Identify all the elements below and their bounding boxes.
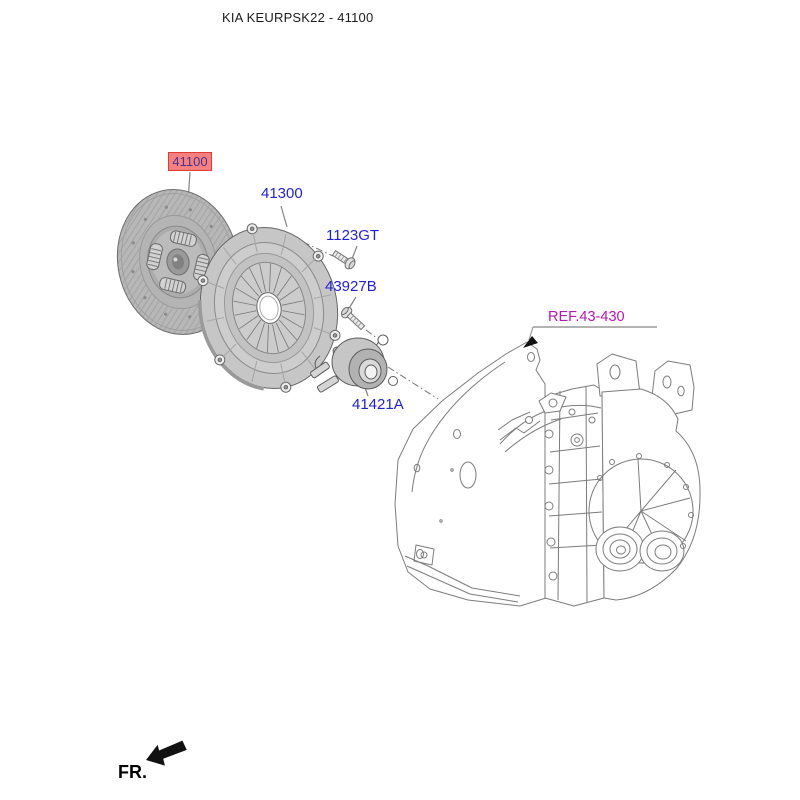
fr-direction-arrow-icon: [143, 738, 189, 770]
part-label-41100[interactable]: 41100: [168, 152, 212, 171]
part-label-1123gt[interactable]: 1123GT: [326, 227, 380, 244]
part-label-41300[interactable]: 41300: [261, 185, 303, 202]
ref-leader-line: [523, 327, 657, 348]
part-label-41421a[interactable]: 41421A: [352, 396, 404, 413]
front-direction-label: FR.: [118, 762, 147, 782]
bolt-1123gt-drawing: [331, 248, 357, 271]
page-title: KIA KEURPSK22 - 41100: [222, 10, 374, 25]
bolt-43927b-drawing: [339, 305, 367, 332]
reference-link-43-430[interactable]: REF.43-430: [548, 309, 625, 325]
transmission-drawing: [395, 342, 700, 606]
part-label-43927b[interactable]: 43927B: [325, 278, 377, 295]
